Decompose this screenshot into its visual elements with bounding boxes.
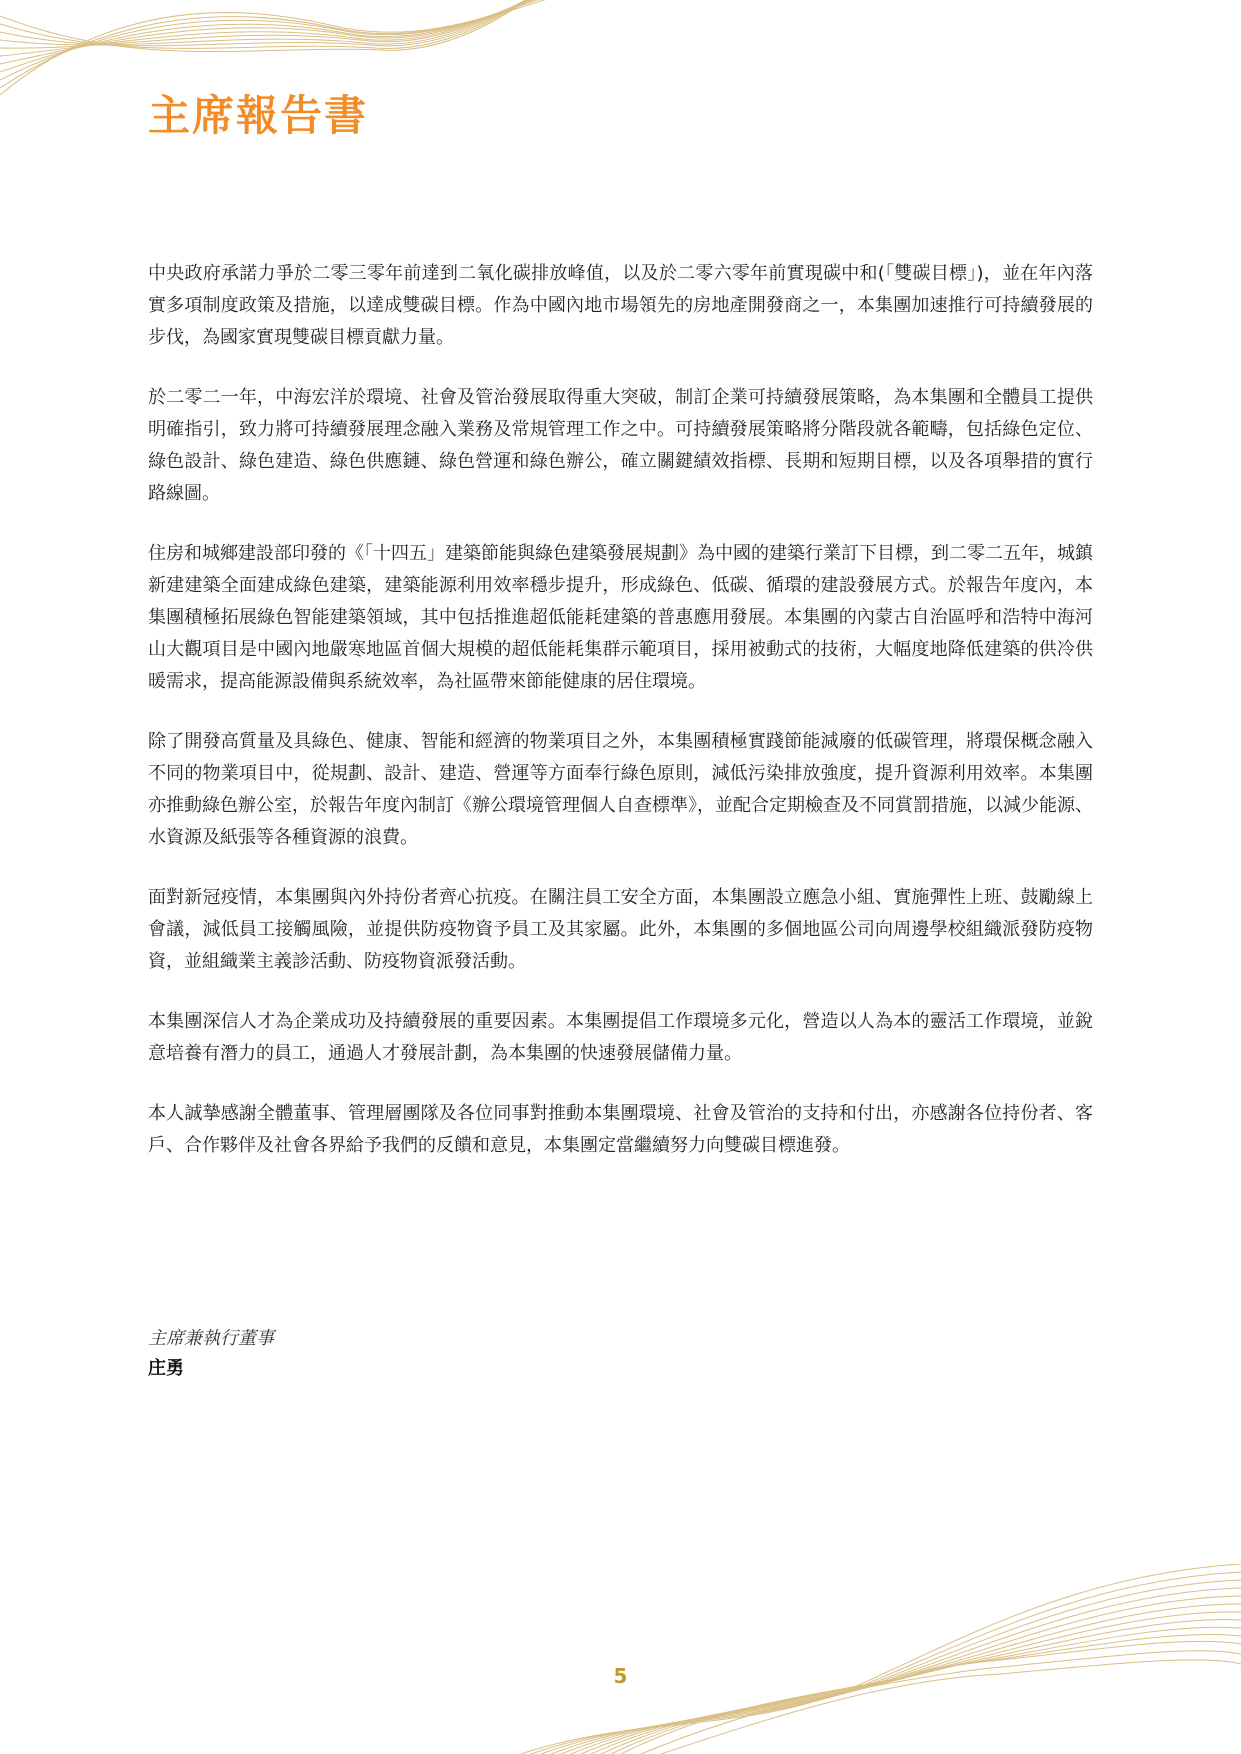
body-text [148, 258, 1093, 1190]
signature-block [148, 1324, 274, 1384]
paragraph-7: 本人誠摯感謝全體董事、管理層團隊及各位同事對推動本集團環境、社會及管治的支持和付出，亦感謝各位持份者、客戶、合作夥伴及社會各界給予我們的反饋和意見，本集團定當繼續努力向雙碳目標進發。 [148, 1103, 1093, 1156]
paragraph-4: 除了開發高質量及具綠色、健康、智能和經濟的物業項目之外，本集團積極實踐節能減廢的低碳管理，將環保概念融入不同的物業項目中，從規劃、設計、建造、營運等方面奉行綠色原則，減低污染排放強度，提升資源利用效率。本集團亦推動綠色辦公室，於報告年度內制訂《辦公環境管理個人自查標準》，並配合定期檢查及不同賞罰措施，以減少能源、水資源及紙張等各種資源的浪費。 [148, 731, 1093, 848]
signature-name: 庄勇 [148, 1358, 184, 1379]
signature-role: 主席兼執行董事 [148, 1328, 274, 1349]
paragraph-3: 住房和城鄉建設部印發的《「十四五」建築節能與綠色建築發展規劃》為中國的建築行業訂下目標，到二零二五年，城鎮新建建築全面建成綠色建築，建築能源利用效率穩步提升，形成綠色、低碳、循環的建設發展方式。於報告年度內，本集團積極拓展綠色智能建築領域，其中包括推進超低能耗建築的普惠應用發展。本集團的內蒙古自治區呼和浩特中海河山大觀項目是中國內地嚴寒地區首個大規模的超低能耗集群示範項目，採用被動式的技術，大幅度地降低建築的供冷供暖需求，提高能源設備與系統效率，為社區帶來節能健康的居住環境。 [148, 543, 1093, 692]
page-title: 主席報告書 [148, 91, 369, 140]
paragraph-1: 中央政府承諾力爭於二零三零年前達到二氧化碳排放峰值，以及於二零六零年前實現碳中和(「雙碳目標」)，並在年內落實多項制度政策及措施，以達成雙碳目標。作為中國內地市場領先的房地產開發商之一，本集團加速推行可持續發展的步伐，為國家實現雙碳目標貢獻力量。 [148, 263, 1093, 348]
paragraph-5: 面對新冠疫情，本集團與內外持份者齊心抗疫。在關注員工安全方面，本集團設立應急小組、實施彈性上班、鼓勵線上會議，減低員工接觸風險，並提供防疫物資予員工及其家屬。此外，本集團的多個地區公司向周邊學校組織派發防疫物資，並組織業主義診活動、防疫物資派發活動。 [148, 887, 1093, 972]
page-number: 5 [613, 1664, 628, 1688]
gold-wave-decoration-bottom [521, 1564, 1241, 1754]
paragraph-2: 於二零二一年，中海宏洋於環境、社會及管治發展取得重大突破，制訂企業可持續發展策略，為本集團和全體員工提供明確指引，致力將可持續發展理念融入業務及常規管理工作之中。可持續發展策略將分階段就各範疇，包括綠色定位、綠色設計、綠色建造、綠色供應鏈、綠色營運和綠色辦公，確立關鍵績效指標、長期和短期目標，以及各項舉措的實行路線圖。 [148, 387, 1093, 504]
paragraph-6: 本集團深信人才為企業成功及持續發展的重要因素。本集團提倡工作環境多元化，營造以人為本的靈活工作環境，並銳意培養有潛力的員工，通過人才發展計劃，為本集團的快速發展儲備力量。 [148, 1011, 1093, 1064]
